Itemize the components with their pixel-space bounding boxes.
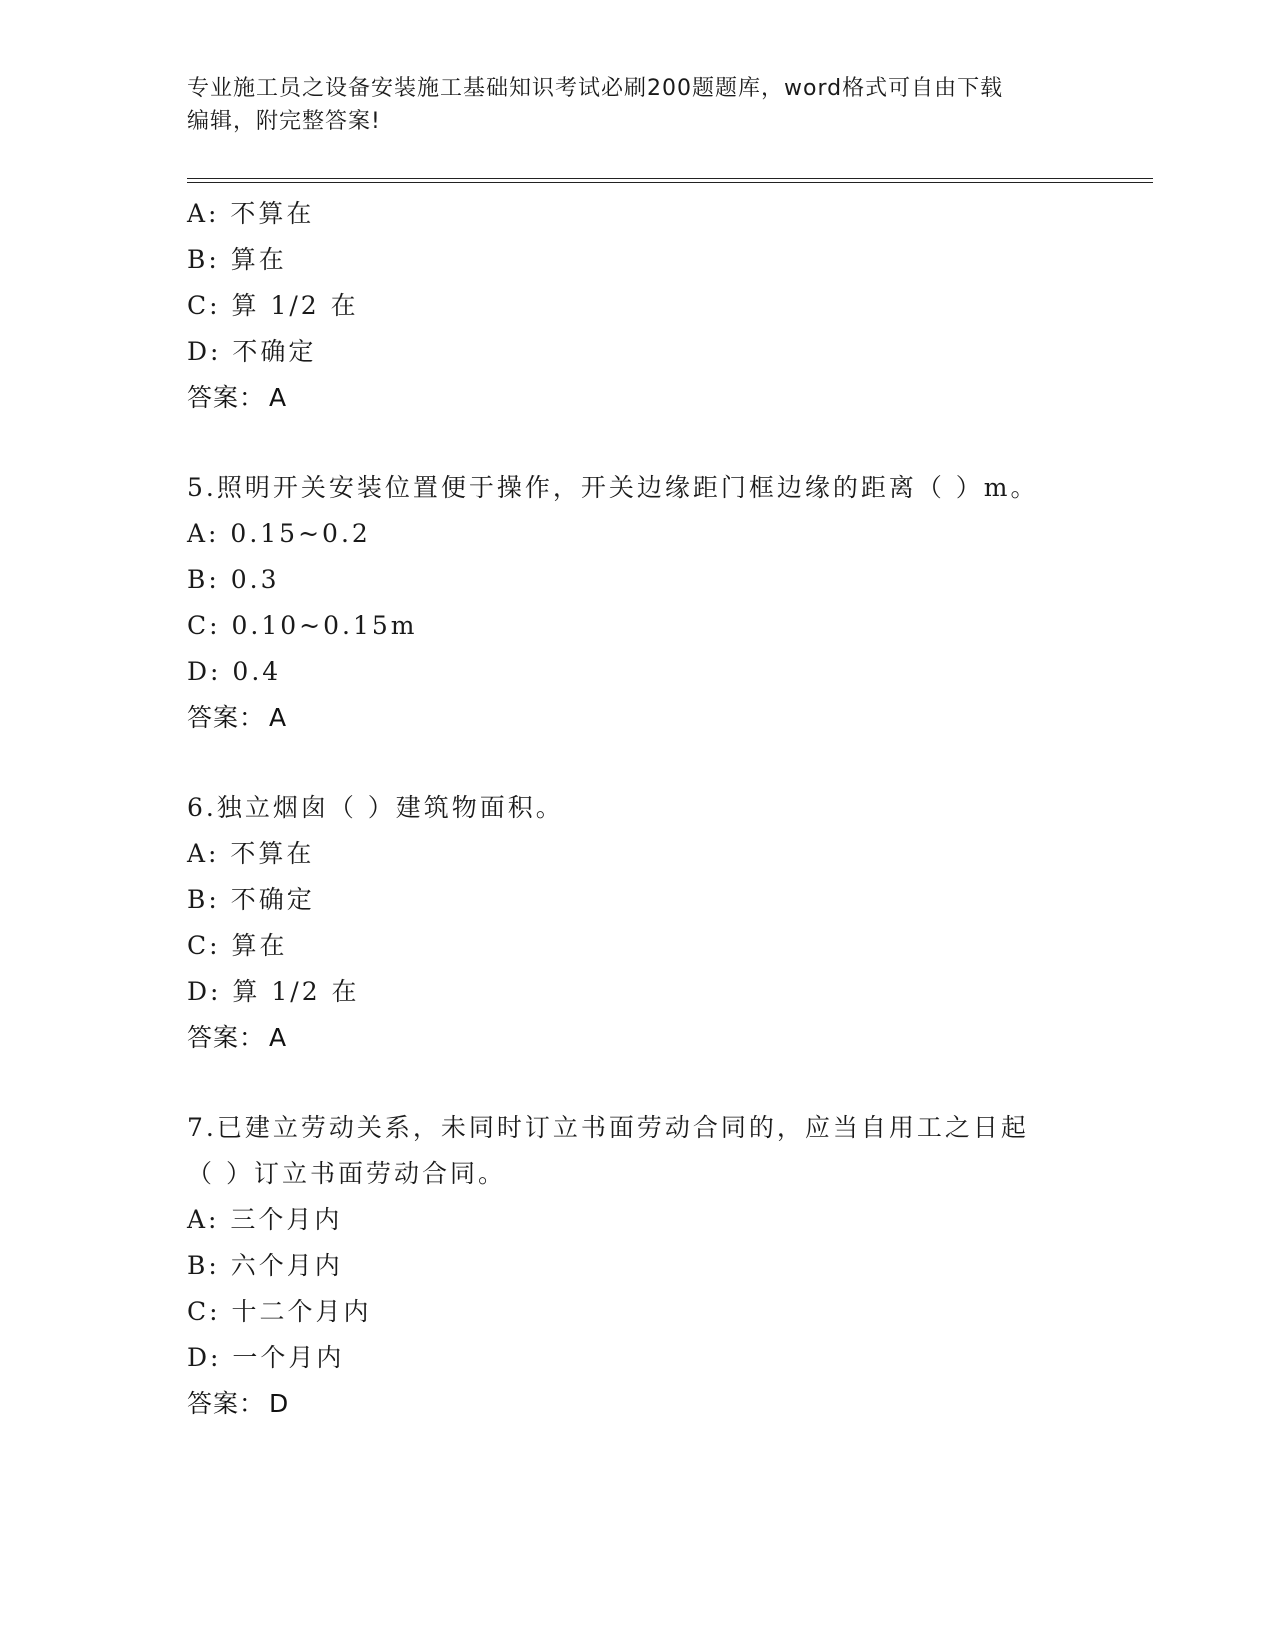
option-a: A: 0.15~0.2 (187, 519, 371, 548)
answer-line (187, 1381, 1087, 1427)
question-block-7 (187, 1105, 1087, 1427)
option-b: B: 算在 (187, 245, 287, 274)
answer-label: 答案： (187, 1389, 266, 1418)
answer-label: 答案： (187, 703, 266, 732)
option-a: A: 三个月内 (187, 1205, 343, 1234)
option-d: D: 一个月内 (187, 1343, 345, 1372)
question-block-4 (187, 191, 1087, 421)
option-c: C: 算 1/2 在 (187, 291, 359, 320)
option-c: C: 十二个月内 (187, 1297, 372, 1326)
answer-line (187, 1015, 1087, 1061)
question-stem-line-1: 7.已建立劳动关系，未同时订立书面劳动合同的，应当自用工之日起 (187, 1113, 1029, 1142)
header-title-line-2: 编辑，附完整答案! (187, 109, 381, 134)
header-title-line-1: 专业施工员之设备安装施工基础知识考试必刷200题题库，word格式可自由下载 (187, 76, 1004, 101)
document-header (187, 72, 1087, 138)
option-c: C: 算在 (187, 931, 288, 960)
question-list (187, 191, 1087, 1427)
answer-value: A (269, 383, 288, 412)
answer-label: 答案： (187, 383, 266, 412)
answer-label: 答案： (187, 1023, 266, 1052)
option-b: B: 不确定 (187, 885, 315, 914)
question-block-5 (187, 465, 1087, 741)
question-stem: 5.照明开关安装位置便于操作，开关边缘距门框边缘的距离（ ）m。 (187, 473, 1039, 502)
option-a: A: 不算在 (187, 839, 315, 868)
question-stem: 6.独立烟囱（ ）建筑物面积。 (187, 793, 564, 822)
question-stem-line-2: （ ）订立书面劳动合同。 (187, 1159, 506, 1188)
option-d: D: 0.4 (187, 657, 282, 686)
option-b: B: 六个月内 (187, 1251, 343, 1280)
answer-line (187, 375, 1087, 421)
option-c: C: 0.10~0.15m (187, 611, 418, 640)
option-a: A: 不算在 (187, 199, 315, 228)
answer-value: A (269, 1023, 288, 1052)
option-d: D: 算 1/2 在 (187, 977, 360, 1006)
option-b: B: 0.3 (187, 565, 280, 594)
answer-line (187, 695, 1087, 741)
header-divider (187, 178, 1153, 183)
option-d: D: 不确定 (187, 337, 317, 366)
question-block-6 (187, 785, 1087, 1061)
answer-value: D (269, 1389, 290, 1418)
answer-value: A (269, 703, 288, 732)
